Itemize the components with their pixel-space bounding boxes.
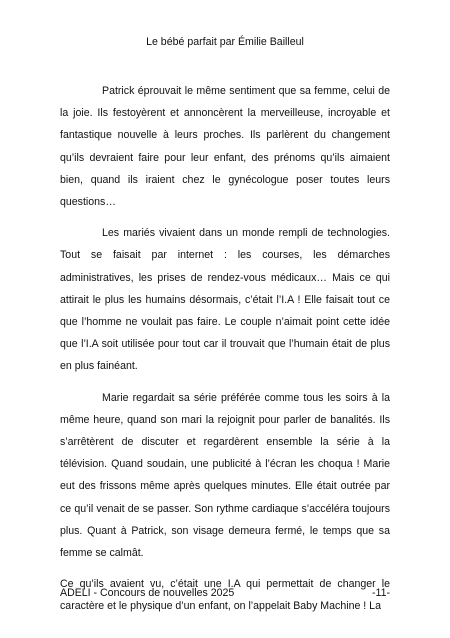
header-title: Le bébé parfait par Émilie Bailleul bbox=[146, 36, 304, 48]
page-footer bbox=[60, 586, 390, 600]
page-number: -11- bbox=[371, 587, 390, 599]
paragraph-1: Patrick éprouvait le même sentiment que sa femme, celui de la joie. Ils festoyèrent et annoncèrent la merveilleuse, incroyable et fantastique nouvelle à leurs proches. Ils parlèrent du changement qu’ils devraient faire pour leur enfant, des prénoms qu’ils aimaient bien, quand ils iraient chez le gynécologue poser toutes leurs questions… bbox=[60, 85, 390, 209]
paragraph-3: Marie regardait sa série préférée comme tous les soirs à la même heure, quand son mari la rejoignit pour parler de banalités. Ils s’arrêtèrent de discuter et regardèrent ensemble la série à la télévision. Quand soudain, une publicité à l’écran les choqua ! Marie eut des frissons même après quelques minutes. Elle était outrée par ce qu’il venait de se passer. Son rythme cardiaque s’accéléra toujours plus. Quant à Patrick, son visage demeura fermé, le temps que sa femme se calmât. bbox=[60, 391, 390, 560]
page-header bbox=[0, 35, 450, 49]
footer-contest-label: ADELI - Concours de nouvelles 2025 bbox=[60, 587, 235, 599]
paragraph-2: Les mariés vivaient dans un monde rempli de technologies. Tout se faisait par internet : les courses, les démarches administratives, les prises de rendez-vous médicaux… Mais ce qui attirait le plus les humains désormais, c’était l’I.A ! Elle faisait tout ce que l’homme ne voulait pas faire. Le couple n’aimait point cette idée que l’I.A soit utilisée pour tout car il trouvait que l’humain était de plus en plus fainéant. bbox=[60, 227, 390, 373]
paragraph-4: Ce qu’ils avaient vu, c’était une I.A qui permettait de changer le caractère et le physique d’un enfant, on l’appelait Baby Machine ! La bbox=[60, 578, 390, 613]
page-body bbox=[60, 80, 390, 618]
